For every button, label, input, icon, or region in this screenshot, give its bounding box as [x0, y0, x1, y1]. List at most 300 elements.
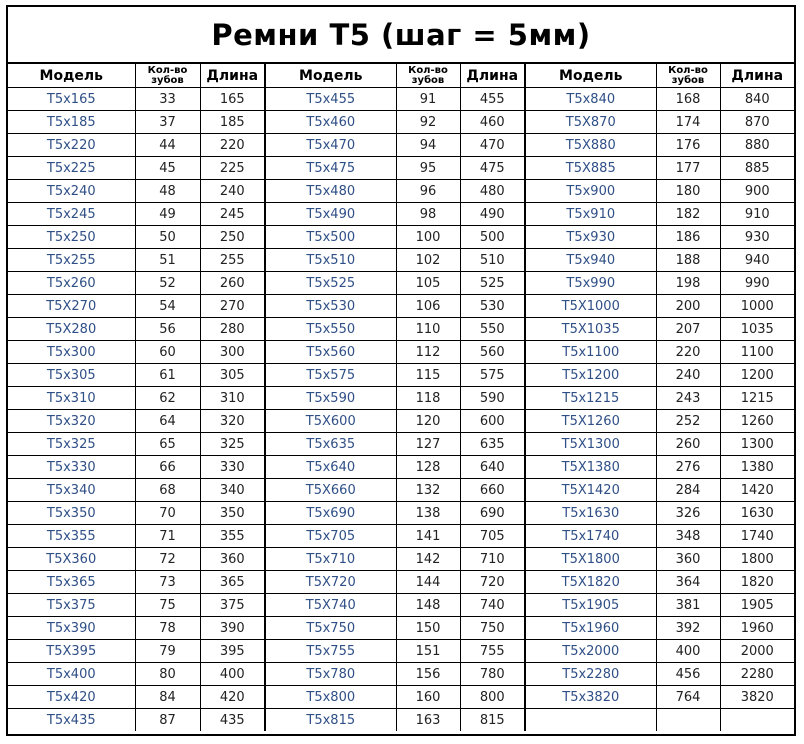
length-cell: 1820 — [720, 571, 794, 594]
teeth-cell: 56 — [135, 318, 200, 341]
model-cell: T5x940 — [525, 249, 656, 272]
model-cell: T5x530 — [265, 295, 396, 318]
teeth-cell: 112 — [396, 341, 460, 364]
model-cell: T5X1800 — [525, 548, 656, 571]
length-cell: 390 — [200, 617, 265, 640]
length-cell: 600 — [460, 410, 525, 433]
header-teeth-line1: Кол-во — [147, 64, 188, 76]
length-cell: 1000 — [720, 295, 794, 318]
length-cell: 460 — [460, 111, 525, 134]
header-model: Модель — [265, 64, 396, 88]
length-cell: 330 — [200, 456, 265, 479]
teeth-cell: 207 — [656, 318, 720, 341]
teeth-cell: 66 — [135, 456, 200, 479]
teeth-cell: 142 — [396, 548, 460, 571]
length-cell: 435 — [200, 709, 265, 732]
table-row — [8, 594, 794, 617]
length-cell: 800 — [460, 686, 525, 709]
teeth-cell: 188 — [656, 249, 720, 272]
length-cell: 690 — [460, 502, 525, 525]
model-cell: T5x305 — [8, 364, 135, 387]
length-cell: 990 — [720, 272, 794, 295]
model-cell: T5x470 — [265, 134, 396, 157]
teeth-cell: 78 — [135, 617, 200, 640]
model-cell: T5x1215 — [525, 387, 656, 410]
length-cell: 1800 — [720, 548, 794, 571]
model-cell: T5X360 — [8, 548, 135, 571]
model-cell: T5X720 — [265, 571, 396, 594]
length-cell: 320 — [200, 410, 265, 433]
teeth-cell: 138 — [396, 502, 460, 525]
model-cell: T5X1000 — [525, 295, 656, 318]
header-teeth — [135, 64, 200, 88]
length-cell: 780 — [460, 663, 525, 686]
teeth-cell: 33 — [135, 88, 200, 111]
teeth-cell: 348 — [656, 525, 720, 548]
model-cell: T5x490 — [265, 203, 396, 226]
length-cell: 1200 — [720, 364, 794, 387]
header-teeth-line1: Кол-во — [668, 64, 708, 76]
model-cell: T5X600 — [265, 410, 396, 433]
teeth-cell: 50 — [135, 226, 200, 249]
length-cell: 350 — [200, 502, 265, 525]
model-cell: T5x350 — [8, 502, 135, 525]
teeth-cell: 127 — [396, 433, 460, 456]
length-cell: 1905 — [720, 594, 794, 617]
model-cell: T5x365 — [8, 571, 135, 594]
teeth-cell: 151 — [396, 640, 460, 663]
teeth-cell: 392 — [656, 617, 720, 640]
teeth-cell: 198 — [656, 272, 720, 295]
length-cell: 870 — [720, 111, 794, 134]
teeth-cell: 62 — [135, 387, 200, 410]
teeth-cell: 68 — [135, 479, 200, 502]
table-row — [8, 272, 794, 295]
model-cell: T5x990 — [525, 272, 656, 295]
model-cell: T5x255 — [8, 249, 135, 272]
teeth-cell: 87 — [135, 709, 200, 732]
model-cell: T5X1035 — [525, 318, 656, 341]
model-cell: T5X660 — [265, 479, 396, 502]
length-cell: 815 — [460, 709, 525, 732]
header-teeth — [656, 64, 720, 88]
length-cell: 255 — [200, 249, 265, 272]
teeth-cell: 180 — [656, 180, 720, 203]
length-cell: 245 — [200, 203, 265, 226]
table-row — [8, 134, 794, 157]
teeth-cell: 120 — [396, 410, 460, 433]
header-teeth-line1: Кол-во — [408, 64, 448, 76]
teeth-cell: 70 — [135, 502, 200, 525]
table-row — [8, 479, 794, 502]
teeth-cell: 92 — [396, 111, 460, 134]
model-cell: T5x550 — [265, 318, 396, 341]
model-cell: T5x800 — [265, 686, 396, 709]
length-cell: 2280 — [720, 663, 794, 686]
length-cell: 885 — [720, 157, 794, 180]
table-row — [8, 548, 794, 571]
table-row — [8, 571, 794, 594]
teeth-cell — [656, 709, 720, 732]
length-cell: 185 — [200, 111, 265, 134]
model-cell: T5x900 — [525, 180, 656, 203]
length-cell: 225 — [200, 157, 265, 180]
model-cell: T5x1200 — [525, 364, 656, 387]
model-cell: T5x930 — [525, 226, 656, 249]
teeth-cell: 360 — [656, 548, 720, 571]
length-cell: 560 — [460, 341, 525, 364]
model-cell: T5X280 — [8, 318, 135, 341]
teeth-cell: 37 — [135, 111, 200, 134]
teeth-cell: 764 — [656, 686, 720, 709]
teeth-cell: 163 — [396, 709, 460, 732]
table-row — [8, 410, 794, 433]
teeth-cell: 400 — [656, 640, 720, 663]
table-row — [8, 341, 794, 364]
table-row — [8, 433, 794, 456]
length-cell: 270 — [200, 295, 265, 318]
teeth-cell: 144 — [396, 571, 460, 594]
length-cell: 525 — [460, 272, 525, 295]
length-cell: 3820 — [720, 686, 794, 709]
length-cell: 1960 — [720, 617, 794, 640]
length-cell: 500 — [460, 226, 525, 249]
length-cell: 395 — [200, 640, 265, 663]
model-cell: T5x330 — [8, 456, 135, 479]
length-cell: 940 — [720, 249, 794, 272]
model-cell: T5X870 — [525, 111, 656, 134]
length-cell: 1420 — [720, 479, 794, 502]
model-cell — [525, 709, 656, 732]
model-cell: T5x1630 — [525, 502, 656, 525]
teeth-cell: 71 — [135, 525, 200, 548]
teeth-cell: 54 — [135, 295, 200, 318]
model-cell: T5X880 — [525, 134, 656, 157]
model-cell: T5x575 — [265, 364, 396, 387]
teeth-cell: 73 — [135, 571, 200, 594]
length-cell: 1630 — [720, 502, 794, 525]
length-cell: 325 — [200, 433, 265, 456]
model-cell: T5x690 — [265, 502, 396, 525]
length-cell: 360 — [200, 548, 265, 571]
length-cell: 165 — [200, 88, 265, 111]
teeth-cell: 252 — [656, 410, 720, 433]
teeth-cell: 84 — [135, 686, 200, 709]
model-cell: T5x710 — [265, 548, 396, 571]
table-row — [8, 617, 794, 640]
teeth-cell: 177 — [656, 157, 720, 180]
teeth-cell: 44 — [135, 134, 200, 157]
table-row — [8, 318, 794, 341]
model-cell: T5X1260 — [525, 410, 656, 433]
teeth-cell: 276 — [656, 456, 720, 479]
table-row — [8, 709, 794, 732]
model-cell: T5x320 — [8, 410, 135, 433]
length-cell: 480 — [460, 180, 525, 203]
model-cell: T5X1820 — [525, 571, 656, 594]
model-cell: T5x420 — [8, 686, 135, 709]
model-cell: T5x300 — [8, 341, 135, 364]
belt-table-sheet — [6, 5, 796, 736]
length-cell: 355 — [200, 525, 265, 548]
teeth-cell: 284 — [656, 479, 720, 502]
model-cell: T5x755 — [265, 640, 396, 663]
table-row — [8, 203, 794, 226]
table-row — [8, 180, 794, 203]
model-cell: T5X740 — [265, 594, 396, 617]
model-cell: T5X885 — [525, 157, 656, 180]
teeth-cell: 148 — [396, 594, 460, 617]
teeth-cell: 95 — [396, 157, 460, 180]
model-cell: T5x400 — [8, 663, 135, 686]
table-row — [8, 88, 794, 111]
length-cell: 490 — [460, 203, 525, 226]
model-cell: T5x325 — [8, 433, 135, 456]
model-cell: T5x840 — [525, 88, 656, 111]
header-teeth-line2: зубов — [151, 74, 184, 86]
teeth-cell: 141 — [396, 525, 460, 548]
length-cell: 510 — [460, 249, 525, 272]
model-cell: T5x1740 — [525, 525, 656, 548]
length-cell: 475 — [460, 157, 525, 180]
table-body — [8, 88, 794, 732]
table-row — [8, 640, 794, 663]
teeth-cell: 48 — [135, 180, 200, 203]
table-row — [8, 456, 794, 479]
teeth-cell: 72 — [135, 548, 200, 571]
model-cell: T5X1300 — [525, 433, 656, 456]
teeth-cell: 45 — [135, 157, 200, 180]
teeth-cell: 75 — [135, 594, 200, 617]
length-cell: 340 — [200, 479, 265, 502]
model-cell: T5x910 — [525, 203, 656, 226]
model-cell: T5x750 — [265, 617, 396, 640]
teeth-cell: 260 — [656, 433, 720, 456]
length-cell: 305 — [200, 364, 265, 387]
model-cell: T5x815 — [265, 709, 396, 732]
model-cell: T5x310 — [8, 387, 135, 410]
model-cell: T5x390 — [8, 617, 135, 640]
length-cell: 365 — [200, 571, 265, 594]
model-cell: T5x225 — [8, 157, 135, 180]
model-cell: T5x635 — [265, 433, 396, 456]
length-cell: 280 — [200, 318, 265, 341]
model-cell: T5X1380 — [525, 456, 656, 479]
belt-table — [8, 64, 794, 731]
length-cell: 930 — [720, 226, 794, 249]
length-cell — [720, 709, 794, 732]
teeth-cell: 150 — [396, 617, 460, 640]
header-teeth-line2: зубов — [411, 74, 445, 86]
teeth-cell: 200 — [656, 295, 720, 318]
length-cell: 1035 — [720, 318, 794, 341]
table-row — [8, 663, 794, 686]
teeth-cell: 115 — [396, 364, 460, 387]
model-cell: T5x705 — [265, 525, 396, 548]
teeth-cell: 186 — [656, 226, 720, 249]
teeth-cell: 160 — [396, 686, 460, 709]
model-cell: T5x525 — [265, 272, 396, 295]
model-cell: T5x260 — [8, 272, 135, 295]
length-cell: 310 — [200, 387, 265, 410]
length-cell: 400 — [200, 663, 265, 686]
length-cell: 250 — [200, 226, 265, 249]
model-cell: T5x455 — [265, 88, 396, 111]
header-model: Модель — [8, 64, 135, 88]
length-cell: 1300 — [720, 433, 794, 456]
length-cell: 1215 — [720, 387, 794, 410]
model-cell: T5x375 — [8, 594, 135, 617]
teeth-cell: 61 — [135, 364, 200, 387]
table-row — [8, 525, 794, 548]
model-cell: T5x435 — [8, 709, 135, 732]
teeth-cell: 49 — [135, 203, 200, 226]
model-cell: T5x165 — [8, 88, 135, 111]
length-cell: 420 — [200, 686, 265, 709]
teeth-cell: 91 — [396, 88, 460, 111]
model-cell: T5X395 — [8, 640, 135, 663]
table-row — [8, 295, 794, 318]
model-cell: T5x2000 — [525, 640, 656, 663]
length-cell: 550 — [460, 318, 525, 341]
table-row — [8, 157, 794, 180]
length-cell: 220 — [200, 134, 265, 157]
teeth-cell: 174 — [656, 111, 720, 134]
length-cell: 300 — [200, 341, 265, 364]
model-cell: T5x3820 — [525, 686, 656, 709]
model-cell: T5x480 — [265, 180, 396, 203]
teeth-cell: 102 — [396, 249, 460, 272]
teeth-cell: 456 — [656, 663, 720, 686]
model-cell: T5x245 — [8, 203, 135, 226]
teeth-cell: 132 — [396, 479, 460, 502]
model-cell: T5x1100 — [525, 341, 656, 364]
model-cell: T5x240 — [8, 180, 135, 203]
teeth-cell: 381 — [656, 594, 720, 617]
teeth-cell: 128 — [396, 456, 460, 479]
teeth-cell: 105 — [396, 272, 460, 295]
model-cell: T5x340 — [8, 479, 135, 502]
model-cell: T5x1960 — [525, 617, 656, 640]
teeth-cell: 364 — [656, 571, 720, 594]
teeth-cell: 80 — [135, 663, 200, 686]
length-cell: 1380 — [720, 456, 794, 479]
header-teeth-line2: зубов — [671, 74, 705, 86]
model-cell: T5x460 — [265, 111, 396, 134]
model-cell: T5x250 — [8, 226, 135, 249]
teeth-cell: 326 — [656, 502, 720, 525]
model-cell: T5X270 — [8, 295, 135, 318]
length-cell: 710 — [460, 548, 525, 571]
teeth-cell: 243 — [656, 387, 720, 410]
length-cell: 740 — [460, 594, 525, 617]
model-cell: T5x2280 — [525, 663, 656, 686]
teeth-cell: 118 — [396, 387, 460, 410]
model-cell: T5X1420 — [525, 479, 656, 502]
teeth-cell: 156 — [396, 663, 460, 686]
model-cell: T5x500 — [265, 226, 396, 249]
teeth-cell: 220 — [656, 341, 720, 364]
length-cell: 590 — [460, 387, 525, 410]
length-cell: 575 — [460, 364, 525, 387]
length-cell: 1100 — [720, 341, 794, 364]
length-cell: 240 — [200, 180, 265, 203]
teeth-cell: 100 — [396, 226, 460, 249]
teeth-cell: 182 — [656, 203, 720, 226]
teeth-cell: 176 — [656, 134, 720, 157]
length-cell: 750 — [460, 617, 525, 640]
teeth-cell: 96 — [396, 180, 460, 203]
page-title: Ремни T5 (шаг = 5мм) — [8, 7, 794, 64]
model-cell: T5x780 — [265, 663, 396, 686]
table-row — [8, 226, 794, 249]
length-cell: 1740 — [720, 525, 794, 548]
length-cell: 530 — [460, 295, 525, 318]
length-cell: 640 — [460, 456, 525, 479]
teeth-cell: 94 — [396, 134, 460, 157]
teeth-cell: 79 — [135, 640, 200, 663]
length-cell: 2000 — [720, 640, 794, 663]
length-cell: 840 — [720, 88, 794, 111]
length-cell: 900 — [720, 180, 794, 203]
header-teeth — [396, 64, 460, 88]
model-cell: T5x355 — [8, 525, 135, 548]
teeth-cell: 240 — [656, 364, 720, 387]
length-cell: 375 — [200, 594, 265, 617]
teeth-cell: 98 — [396, 203, 460, 226]
length-cell: 455 — [460, 88, 525, 111]
length-cell: 470 — [460, 134, 525, 157]
teeth-cell: 60 — [135, 341, 200, 364]
model-cell: T5x1905 — [525, 594, 656, 617]
model-cell: T5x220 — [8, 134, 135, 157]
teeth-cell: 64 — [135, 410, 200, 433]
table-row — [8, 249, 794, 272]
table-row — [8, 686, 794, 709]
table-row — [8, 111, 794, 134]
teeth-cell: 110 — [396, 318, 460, 341]
length-cell: 880 — [720, 134, 794, 157]
model-cell: T5x185 — [8, 111, 135, 134]
table-row — [8, 387, 794, 410]
length-cell: 635 — [460, 433, 525, 456]
model-cell: T5x475 — [265, 157, 396, 180]
table-row — [8, 502, 794, 525]
teeth-cell: 106 — [396, 295, 460, 318]
table-row — [8, 364, 794, 387]
model-cell: T5x640 — [265, 456, 396, 479]
header-length: Длина — [200, 64, 265, 88]
table-header-row — [8, 64, 794, 88]
length-cell: 720 — [460, 571, 525, 594]
model-cell: T5x590 — [265, 387, 396, 410]
length-cell: 705 — [460, 525, 525, 548]
length-cell: 1260 — [720, 410, 794, 433]
teeth-cell: 51 — [135, 249, 200, 272]
teeth-cell: 52 — [135, 272, 200, 295]
header-model: Модель — [525, 64, 656, 88]
model-cell: T5x560 — [265, 341, 396, 364]
model-cell: T5x510 — [265, 249, 396, 272]
length-cell: 755 — [460, 640, 525, 663]
header-length: Длина — [460, 64, 525, 88]
header-length: Длина — [720, 64, 794, 88]
teeth-cell: 168 — [656, 88, 720, 111]
teeth-cell: 65 — [135, 433, 200, 456]
length-cell: 910 — [720, 203, 794, 226]
length-cell: 660 — [460, 479, 525, 502]
length-cell: 260 — [200, 272, 265, 295]
